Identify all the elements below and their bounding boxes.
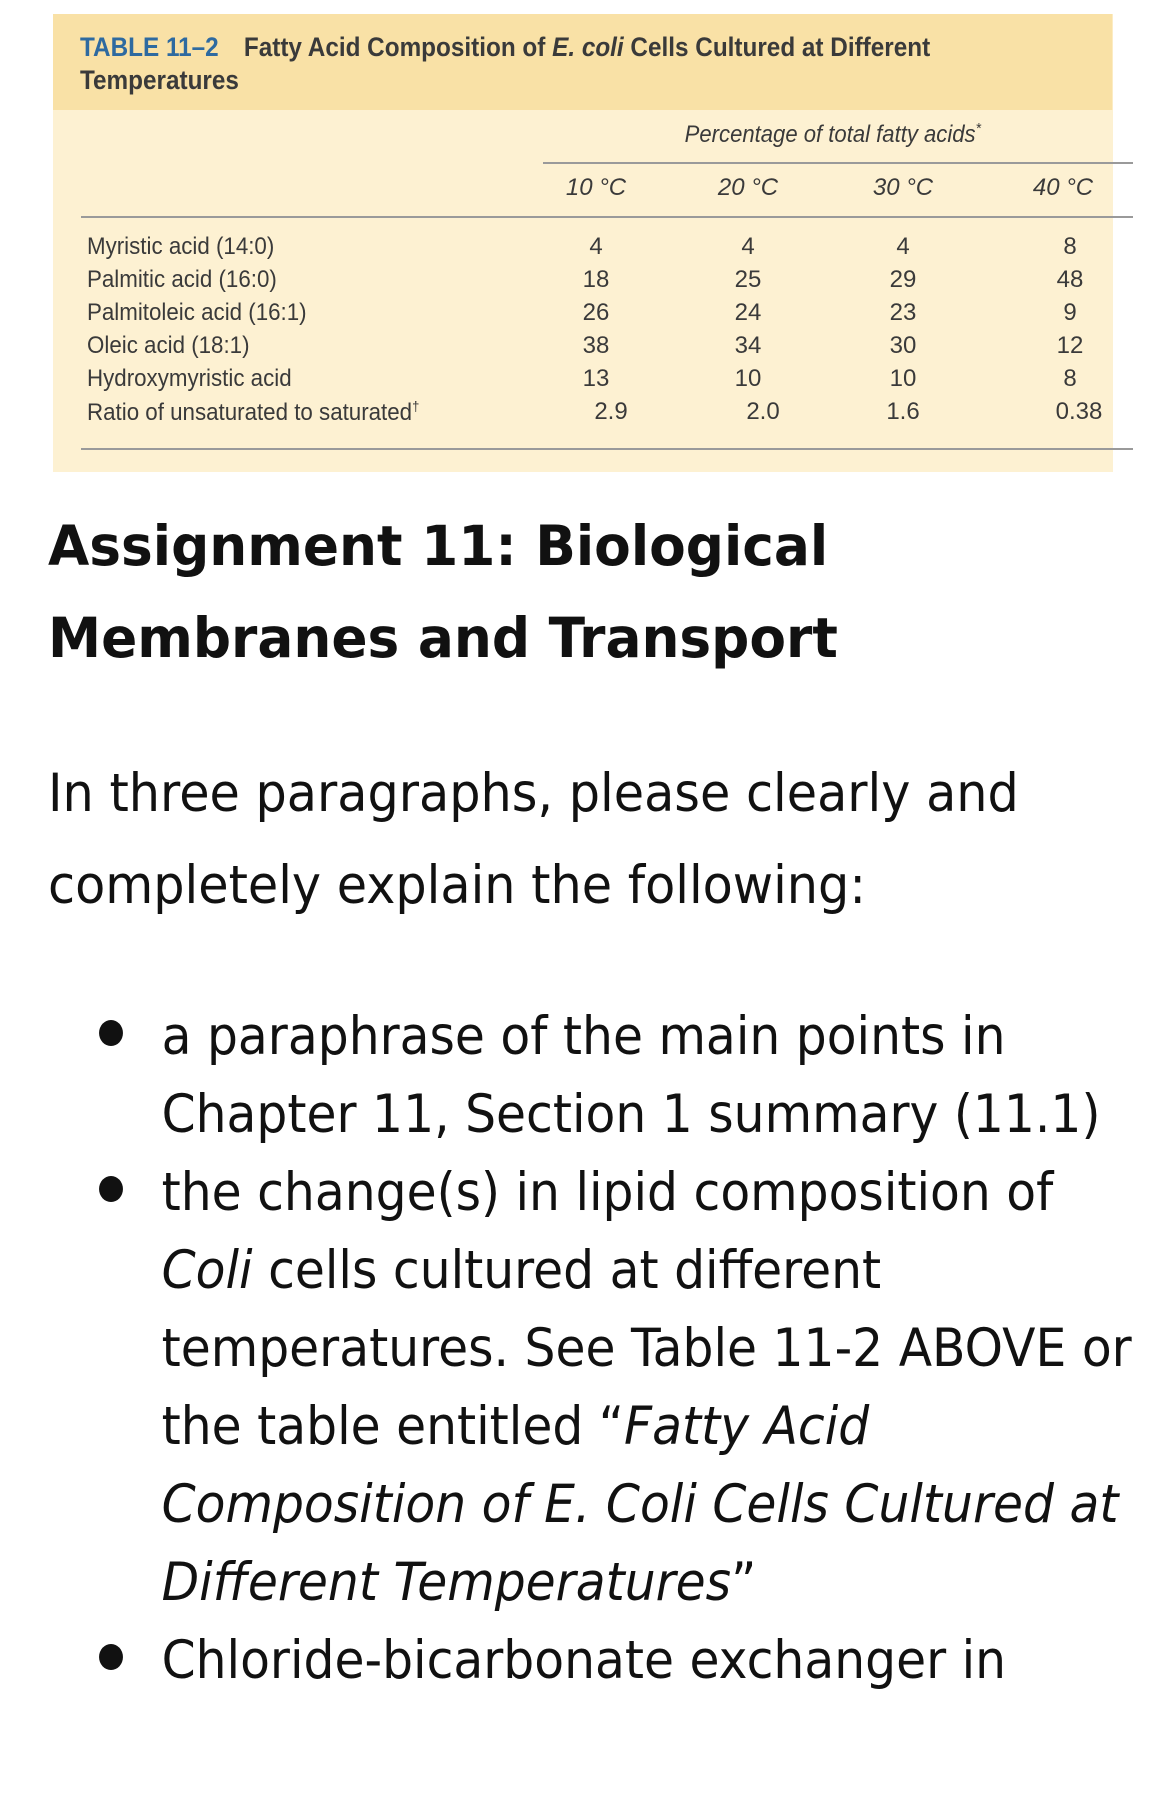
bullet-text-italic-table-title: Fatty Acid Composition of E. Coli Cells Cultured at Different Temperatures — [161, 1396, 1119, 1613]
group-rule — [543, 162, 1133, 164]
cell-30c: 4 — [896, 233, 910, 260]
cell-30c: 23 — [889, 299, 917, 326]
assignment-title — [48, 500, 1096, 684]
bullet-icon — [99, 1020, 123, 1046]
footer-rule — [81, 448, 1133, 450]
cell-10c: 4 — [589, 233, 603, 260]
cell-40c: 8 — [1063, 233, 1077, 260]
row-label: Oleic acid (18:1) — [87, 332, 250, 359]
cell-20c: 4 — [741, 233, 755, 260]
bullet-text: Chloride-bicarbonate exchanger in — [161, 1630, 1007, 1691]
column-group-header — [543, 120, 1132, 149]
intro-line1: In three paragraphs, please clearly and — [48, 763, 1019, 824]
table-row — [53, 299, 1113, 332]
list-item — [88, 1154, 1146, 1622]
table-title-part2: Cells Cultured at Different Temperatures — [80, 32, 931, 95]
cell-10c: 18 — [582, 266, 610, 293]
table-label: TABLE 11–2 — [80, 32, 219, 62]
cell-10c: 26 — [582, 299, 610, 326]
list-item — [88, 1622, 1146, 1700]
table-title-part1: Fatty Acid Composition of — [243, 32, 553, 62]
table-row — [53, 266, 1113, 299]
column-header-20c: 20 °C — [717, 174, 779, 201]
bullet-text-b: cells cultured at different temperatures. See Table 11-2 ABOVE or the table entitled “ — [161, 1240, 1132, 1457]
cell-10c: 2.9 — [594, 398, 628, 425]
cell-40c: 12 — [1056, 332, 1084, 359]
cell-10c: 13 — [582, 365, 610, 392]
table-row — [53, 365, 1113, 398]
bullet-icon — [99, 1644, 123, 1670]
list-item — [88, 998, 1146, 1154]
bullet-text-a: the change(s) in lipid composition of — [161, 1162, 1054, 1223]
cell-40c: 48 — [1056, 266, 1084, 293]
cell-30c: 29 — [889, 266, 917, 293]
column-header-10c: 10 °C — [565, 174, 627, 201]
cell-40c: 8 — [1063, 365, 1077, 392]
table-figure — [53, 14, 1113, 472]
row-label: Palmitoleic acid (16:1) — [87, 299, 307, 326]
cell-20c: 2.0 — [746, 398, 780, 425]
column-header-30c: 30 °C — [872, 174, 934, 201]
table-row — [53, 398, 1113, 431]
group-header-text: Percentage of total fatty acids — [684, 121, 976, 148]
bullet-text-italic-coli: Coli — [161, 1240, 253, 1301]
cell-20c: 34 — [734, 332, 762, 359]
cell-30c: 10 — [889, 365, 917, 392]
cell-40c: 0.38 — [1055, 398, 1103, 425]
table-header — [53, 14, 1112, 110]
cell-40c: 9 — [1063, 299, 1077, 326]
bullet-text: a paraphrase of the main points in Chapter 11, Section 1 summary (11.1) — [161, 1006, 1101, 1145]
cell-30c: 1.6 — [886, 398, 920, 425]
bullet-icon — [99, 1176, 123, 1202]
bullet-text-c: ” — [731, 1552, 757, 1613]
cell-20c: 24 — [734, 299, 762, 326]
row-label: Myristic acid (14:0) — [87, 233, 275, 260]
cell-10c: 38 — [582, 332, 610, 359]
cell-30c: 30 — [889, 332, 917, 359]
row-label-text: Ratio of unsaturated to saturated — [87, 399, 413, 426]
cell-20c: 25 — [734, 266, 762, 293]
requirements-list — [88, 998, 1170, 1700]
assignment-title-line2: Membranes and Transport — [48, 606, 838, 670]
header-rule — [81, 216, 1133, 218]
table-row — [53, 332, 1113, 365]
row-label — [87, 398, 419, 427]
row-label: Palmitic acid (16:0) — [87, 266, 277, 293]
intro-line2: completely explain the following: — [48, 855, 866, 916]
assignment-intro — [48, 748, 1071, 932]
row-label: Hydroxymyristic acid — [87, 365, 292, 392]
assignment-title-line1: Assignment 11: Biological — [48, 514, 829, 578]
row-footnote-mark: † — [412, 398, 420, 414]
table-row — [53, 233, 1113, 266]
column-header-40c: 40 °C — [1032, 174, 1094, 201]
group-header-footnote-mark: * — [975, 120, 981, 137]
table-title-italic: E. coli — [552, 32, 624, 62]
cell-20c: 10 — [734, 365, 762, 392]
